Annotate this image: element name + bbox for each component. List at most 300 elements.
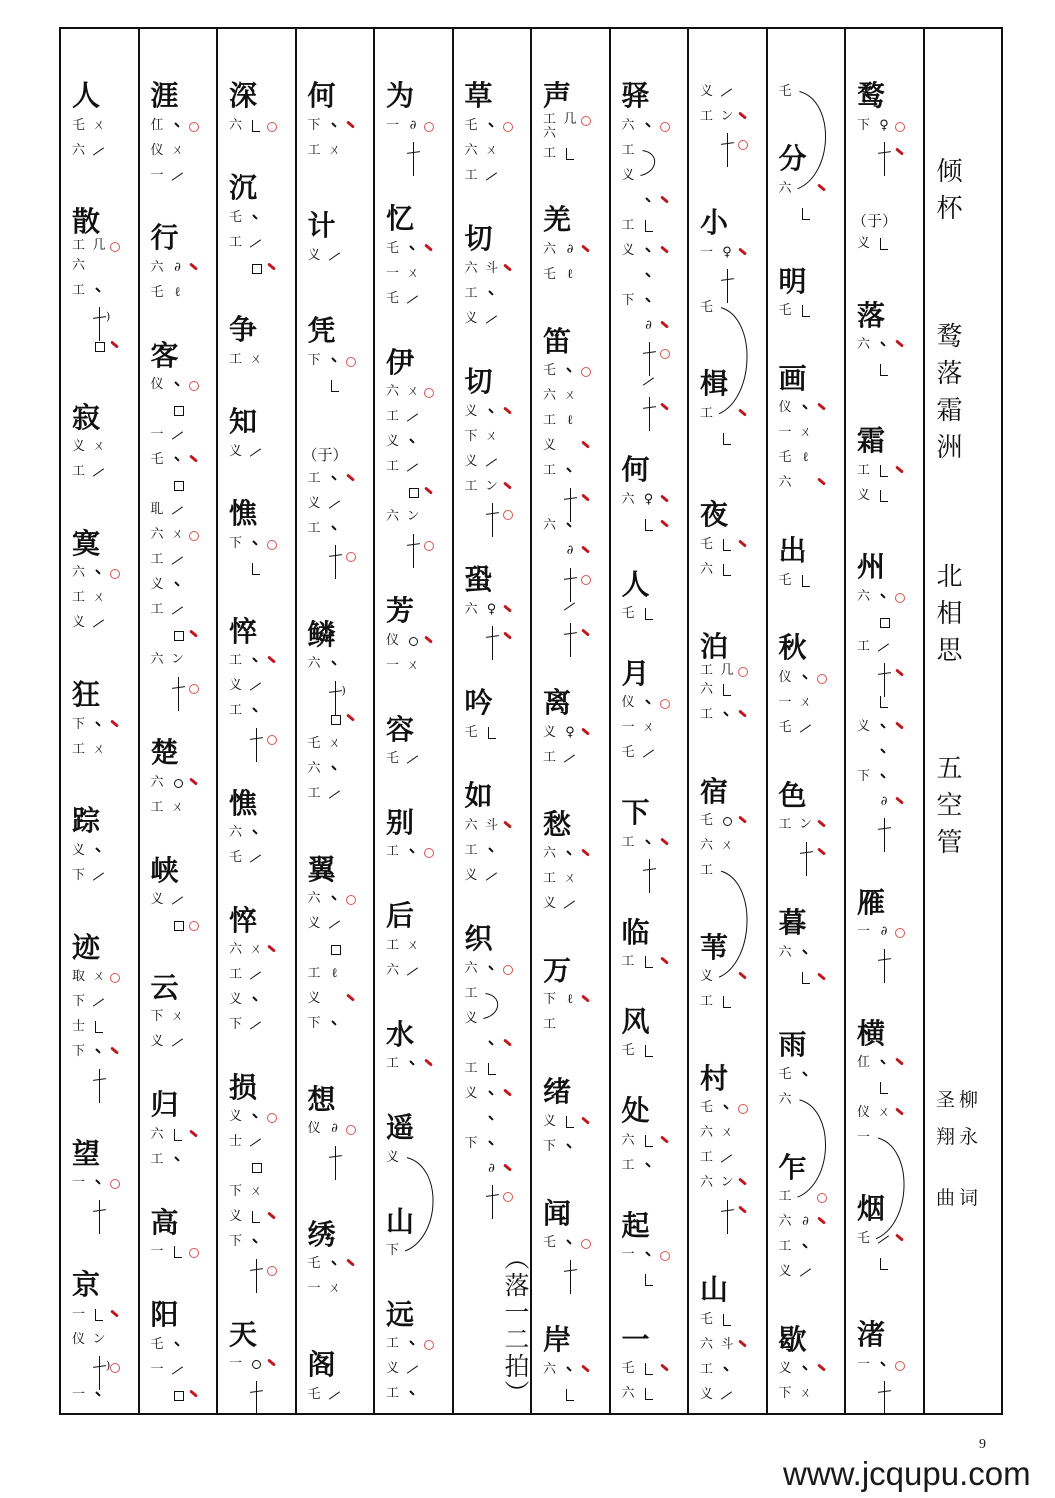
pitch-symbol: 义: [700, 1386, 714, 1402]
red-beat-circle-icon: [108, 1176, 122, 1190]
red-slot: [501, 144, 515, 158]
red-slot: [108, 743, 122, 757]
lyric-char: 愁: [543, 807, 572, 841]
red-beat-dot-icon: [579, 993, 593, 1007]
red-beat-dot-icon: [579, 627, 593, 641]
pitch-symbol: 乇: [464, 117, 478, 133]
red-beat-dot-icon: [736, 110, 750, 124]
hook-mark-icon: [326, 378, 344, 394]
notation-line: [611, 393, 688, 423]
notation-line: [689, 265, 766, 295]
notation-line: [297, 113, 374, 138]
dot-mark-icon: [90, 843, 108, 859]
notation-line: [454, 1181, 531, 1211]
notation-line: [297, 732, 374, 757]
red-slot: [265, 1385, 279, 1399]
pitch-symbol: 义: [386, 434, 400, 450]
notation-line: [61, 586, 138, 611]
pitch-symbol: 六: [150, 1126, 164, 1142]
glyph-mark-icon: ∂: [174, 259, 181, 275]
red-slot: [658, 607, 672, 621]
lyric-char: 行: [150, 221, 179, 255]
red-beat-dot-icon: [187, 261, 201, 275]
lyric-char: 鳞: [307, 617, 336, 651]
box-mark-icon: [169, 627, 187, 643]
red-slot: [893, 695, 907, 709]
lyric-char: 迹: [72, 930, 101, 964]
glyph-mark-icon: ㄨ: [798, 425, 812, 441]
red-slot: [815, 451, 829, 465]
lyric-column: [373, 29, 452, 1413]
pitch-symbol: 一: [857, 924, 871, 940]
notation-line: [532, 237, 609, 262]
lyric-char: 渚: [857, 1318, 886, 1351]
dot-mark-icon: [169, 118, 187, 134]
notation-line: [218, 724, 295, 754]
first-line-title: 鹜落霜洲: [936, 322, 963, 463]
red-slot: [893, 1385, 907, 1399]
lyric-char: 明: [778, 264, 807, 298]
beat-cross-icon: [640, 400, 658, 416]
pitch-symbol: 下: [307, 117, 321, 133]
pitch-symbol: 工: [778, 1189, 792, 1205]
hook-mark-icon: [640, 1133, 658, 1149]
red-slot: [815, 574, 829, 588]
notation-line: [532, 484, 609, 514]
red-slot: [265, 445, 279, 459]
red-beat-circle-icon: [187, 681, 201, 695]
notation-line: [454, 1056, 531, 1081]
syllable-unit: [532, 686, 609, 770]
dot-mark-icon: [561, 1362, 579, 1378]
notation-line: [218, 1352, 295, 1377]
notation-line: [218, 649, 295, 674]
red-slot: [265, 562, 279, 576]
dot-mark-icon: [326, 1256, 344, 1272]
syllable-unit: [297, 618, 374, 807]
empty-mark: [483, 986, 501, 1002]
red-beat-dot-icon: [815, 1215, 829, 1229]
pitch-symbol: 乇: [386, 290, 400, 306]
syllable-unit: [768, 1028, 845, 1112]
pitch-symbol: 工: [700, 662, 714, 678]
notation-line: [140, 523, 217, 548]
empty-mark: [797, 181, 815, 197]
red-beat-dot-icon: [658, 401, 672, 415]
red-beat-dot-icon: [893, 464, 907, 478]
notation-line: [846, 609, 923, 634]
glyph-mark-icon: ㄨ: [92, 969, 106, 984]
notation-line: [689, 79, 766, 104]
notation-line: [768, 1087, 845, 1112]
pitch-symbol: 工: [857, 462, 871, 478]
syllable-unit: [532, 203, 609, 287]
glyph-mark-icon: ン: [92, 1331, 106, 1347]
glyph-mark-icon: ∂: [566, 543, 574, 559]
notation-line: [297, 491, 374, 516]
notation-line: [532, 514, 609, 539]
dot-mark-icon: [326, 891, 344, 907]
syllable-unit: [297, 209, 374, 268]
dot-mark-icon: [875, 719, 893, 735]
red-slot: [187, 403, 201, 417]
red-slot: [265, 704, 279, 718]
lyric-column: [452, 29, 531, 1413]
notation-line: [297, 1117, 374, 1142]
red-slot: [658, 863, 672, 877]
notation-line: [689, 104, 766, 129]
notation-line: [140, 498, 217, 523]
red-beat-dot-icon: [815, 818, 829, 832]
slash-mark-icon: [718, 84, 736, 100]
notation-line: [61, 253, 138, 278]
dot-mark-icon: [90, 1175, 108, 1191]
notation-line: [61, 1065, 138, 1095]
syllable-unit: [375, 899, 452, 983]
lyric-char: 知: [229, 405, 258, 439]
annotation-unit: [454, 1245, 531, 1407]
red-slot: [108, 284, 122, 298]
notation-line: [846, 659, 923, 689]
notation-line: [532, 892, 609, 917]
empty-mark: [404, 1150, 422, 1166]
red-slot: [736, 273, 750, 287]
glyph-mark-icon: ㄨ: [327, 736, 341, 751]
pitch-symbol: 六: [307, 656, 321, 671]
pitch-symbol: 乇: [229, 209, 243, 225]
red-slot: [501, 430, 515, 444]
slash-mark-icon: [247, 235, 265, 251]
lyric-char: 争: [229, 313, 258, 347]
notation-line: [140, 1147, 217, 1172]
notation-line: [61, 561, 138, 586]
slash-mark-icon: [797, 1264, 815, 1280]
red-beat-dot-icon: [658, 1362, 672, 1376]
red-beat-dot-icon: [422, 242, 436, 256]
syllable-unit: [297, 444, 374, 571]
pitch-symbol: 一: [386, 117, 400, 133]
lyric-char: 芳: [386, 594, 415, 628]
dot-mark-icon: [640, 695, 658, 711]
notation-line: [297, 1252, 374, 1277]
pitch-symbol: 六: [464, 817, 478, 833]
pitch-symbol: 下: [464, 428, 478, 444]
notation-line: [611, 1243, 688, 1268]
notation-line: [140, 280, 217, 305]
red-slot: [187, 144, 201, 158]
red-slot: [736, 864, 750, 878]
notation-line: [218, 699, 295, 724]
syllable-unit: [218, 615, 295, 754]
notation-line: [218, 347, 295, 372]
pitch-symbol: 士: [229, 1134, 243, 1150]
hook-mark-icon: [169, 1244, 187, 1260]
lyric-char: 如: [464, 779, 493, 812]
dot-mark-icon: [875, 337, 893, 353]
red-slot: [422, 1151, 436, 1165]
slash-mark-icon: [326, 1387, 344, 1403]
lyric-char: 羌: [543, 203, 572, 237]
notation-line: [689, 990, 766, 1015]
red-slot: [187, 478, 201, 492]
box-mark-icon: [247, 260, 265, 276]
lyric-char: 出: [778, 534, 807, 568]
hook-mark-icon: [640, 606, 658, 622]
notation-line: [297, 707, 374, 732]
red-slot: [344, 942, 358, 956]
red-beat-circle-icon: [501, 1189, 515, 1203]
glyph-mark-icon: ㄨ: [484, 428, 498, 444]
pitch-symbol: 工: [464, 478, 478, 494]
red-beat-circle-icon: [265, 1263, 279, 1277]
lyric-char: 宿: [700, 774, 729, 808]
pitch-symbol: 下: [72, 1044, 86, 1059]
red-slot: [344, 737, 358, 751]
notation-line: [454, 256, 531, 281]
notation-line: [218, 1130, 295, 1155]
red-slot: [579, 872, 593, 886]
notation-line: [689, 1196, 766, 1226]
notation-line: [611, 113, 688, 138]
pitch-symbol: 工: [307, 142, 321, 158]
notation-line: [297, 348, 374, 373]
lyric-char: 织: [464, 922, 493, 955]
notation-line: [218, 1155, 295, 1180]
syllable-unit: [61, 401, 138, 485]
red-slot: [422, 939, 436, 953]
glyph-mark-icon: ン: [406, 509, 420, 525]
syllable-unit: [297, 1083, 374, 1172]
glyph-mark-icon: ∂: [566, 241, 574, 257]
lyric-char: 万: [543, 953, 572, 987]
pitch-symbol: 工: [621, 1157, 635, 1173]
red-slot: [344, 1150, 358, 1164]
ring-mark-icon: [247, 1356, 265, 1372]
red-slot: [344, 787, 358, 801]
slash-mark-icon: [483, 454, 501, 470]
notation-line: [375, 933, 452, 958]
red-beat-circle-icon: [108, 566, 122, 580]
pipe-key: 五空管: [936, 754, 963, 858]
red-beat-dot-icon: [108, 339, 122, 353]
notation-line: [768, 396, 845, 421]
notation-line: [768, 201, 845, 226]
dot-mark-icon: [247, 210, 265, 226]
notation-line: [846, 1352, 923, 1377]
pitch-symbol: 下: [857, 768, 871, 784]
red-slot: [658, 144, 672, 158]
pitch-symbol: 取: [72, 969, 86, 984]
beat-cross-icon: [247, 1384, 265, 1400]
red-slot: [108, 1388, 122, 1402]
notation-line: [689, 1307, 766, 1332]
syllable-unit: [297, 1348, 374, 1407]
slash-mark-icon: [90, 464, 108, 480]
red-beat-circle-icon: [579, 364, 593, 378]
notation-line: [375, 138, 452, 168]
red-beat-circle-icon: [893, 925, 907, 939]
red-slot: [501, 869, 515, 883]
red-slot: [815, 426, 829, 440]
notation-line: [140, 623, 217, 648]
dot-mark-icon: [326, 656, 344, 672]
red-slot: [422, 1362, 436, 1376]
hook-mark-icon: [718, 1312, 736, 1328]
pitch-symbol: 工: [543, 463, 557, 479]
pitch-symbol: 六: [543, 126, 557, 141]
beat-cross-icon: [561, 491, 579, 507]
hook-mark-icon: [90, 1019, 108, 1035]
dot-mark-icon: [875, 589, 893, 605]
notation-line: [61, 1015, 138, 1040]
dot-mark-icon: [247, 992, 265, 1008]
red-beat-dot-icon: [658, 836, 672, 850]
pitch-symbol: 工: [229, 653, 243, 669]
notation-line: [611, 368, 688, 393]
hook-mark-icon: [797, 303, 815, 319]
red-slot: [658, 169, 672, 183]
notation-line: [768, 1260, 845, 1285]
red-beat-circle-icon: [187, 918, 201, 932]
slash-mark-icon: [247, 1134, 265, 1150]
notation-line: [768, 690, 845, 715]
dot-mark-icon: [718, 707, 736, 723]
pitch-symbol: 乇: [700, 813, 714, 829]
glyph-mark-icon: ン: [720, 108, 734, 124]
red-beat-circle-icon: [422, 538, 436, 552]
pitch-symbol: 乇: [621, 1361, 635, 1377]
glyph-mark-icon: ∂: [802, 1214, 809, 1230]
red-beat-dot-icon: [658, 244, 672, 258]
dot-mark-icon: [90, 1387, 108, 1403]
notation-line: [532, 594, 609, 619]
empty-mark: [640, 168, 658, 184]
glyph-mark-icon: ♀: [879, 117, 889, 133]
notation-line: [140, 888, 217, 913]
red-beat-circle-icon: [893, 1358, 907, 1372]
notation-line: [218, 439, 295, 464]
red-slot: [108, 1073, 122, 1087]
red-beat-dot-icon: [893, 1056, 907, 1070]
glyph-mark-icon: ♀: [722, 244, 732, 260]
red-slot: [422, 292, 436, 306]
red-slot: [658, 294, 672, 308]
notation-line: [454, 813, 531, 838]
slash-mark-icon: [875, 639, 893, 655]
notation-line: [454, 306, 531, 331]
pitch-symbol: 工: [72, 238, 86, 254]
lyric-char: 村: [700, 1061, 729, 1095]
beat-cross-icon: [718, 136, 736, 152]
pitch-symbol: 乇: [150, 284, 164, 300]
slash-mark-icon: [169, 552, 187, 568]
notation-line: [61, 1327, 138, 1352]
slash-mark-icon: [169, 1362, 187, 1378]
notation-line: [375, 480, 452, 505]
beat-cross-paren-icon: [326, 684, 344, 700]
red-beat-dot-icon: [187, 453, 201, 467]
red-slot: [736, 1388, 750, 1402]
notation-line: [532, 564, 609, 594]
pitch-symbol: 六: [621, 117, 635, 133]
slash-mark-icon: [561, 750, 579, 766]
dot-mark-icon: [797, 1239, 815, 1255]
lyric-char: 分: [778, 142, 807, 176]
lyric-char: 声: [543, 79, 572, 112]
pitch-symbol: 六: [72, 142, 86, 158]
pitch-symbol: 一: [386, 657, 400, 673]
pitch-symbol: 工: [464, 842, 478, 858]
mode-name: 北相思: [936, 562, 963, 666]
syllable-unit: [140, 1298, 217, 1407]
pitch-symbol: 六: [778, 1091, 792, 1107]
notation-line: [689, 809, 766, 834]
syllable-unit: [61, 205, 138, 358]
red-beat-circle-icon: [736, 1101, 750, 1115]
pitch-symbol: 仪: [857, 1105, 871, 1120]
pitch-symbol: 六: [464, 960, 478, 976]
red-beat-circle-icon: [265, 119, 279, 133]
notation-line: [140, 163, 217, 188]
pitch-symbol: 乇: [307, 1256, 321, 1272]
notation-line: [140, 648, 217, 673]
pitch-symbol: 六: [72, 257, 86, 273]
notation-line: [140, 1332, 217, 1357]
notation-line: [375, 505, 452, 530]
red-beat-circle-icon: [893, 590, 907, 604]
pitch-symbol: 六: [464, 260, 478, 276]
hook-mark-icon: [483, 725, 501, 741]
pitch-symbol: 下: [229, 1017, 243, 1033]
lyric-char: 月: [621, 656, 650, 690]
pitch-symbol: 六: [307, 891, 321, 907]
pitch-symbol: 六: [700, 1125, 714, 1141]
lyric-char: 高: [150, 1205, 179, 1239]
notation-line: [218, 1230, 295, 1255]
syllable-unit: [846, 299, 923, 383]
notation-line: [689, 678, 766, 703]
syllable-unit: [689, 498, 766, 582]
pitch-symbol: 义: [464, 453, 478, 469]
notation-line: [218, 1377, 295, 1407]
pitch-symbol: 六: [621, 491, 635, 507]
glyph-mark-icon: ∂: [409, 117, 417, 133]
notation-line: [846, 138, 923, 168]
pitch-symbol: 六: [229, 942, 243, 958]
slash-mark-icon: [169, 168, 187, 184]
red-beat-dot-icon: [108, 1308, 122, 1322]
syllable-unit: [454, 79, 531, 188]
notation-line: [689, 1357, 766, 1382]
pitch-symbol: 仜: [150, 117, 164, 133]
slash-mark-icon: [718, 1150, 736, 1166]
notation-line: [454, 863, 531, 888]
red-beat-dot-icon: [736, 407, 750, 421]
lyric-char: 悴: [229, 614, 258, 648]
syllable-unit: [454, 779, 531, 888]
red-beat-dot-icon: [579, 492, 593, 506]
slash-mark-icon: [797, 720, 815, 736]
notation-line: [611, 1128, 688, 1153]
slash-mark-icon: [561, 896, 579, 912]
pitch-symbol: 乇: [700, 536, 714, 552]
glyph-mark-icon: ン: [170, 652, 184, 668]
glyph-mark-icon: ㄨ: [563, 871, 577, 886]
red-beat-circle-icon: [344, 354, 358, 368]
syllable-unit: [375, 594, 452, 678]
syllable-unit: [611, 1005, 688, 1064]
syllable-unit: [375, 1298, 452, 1407]
